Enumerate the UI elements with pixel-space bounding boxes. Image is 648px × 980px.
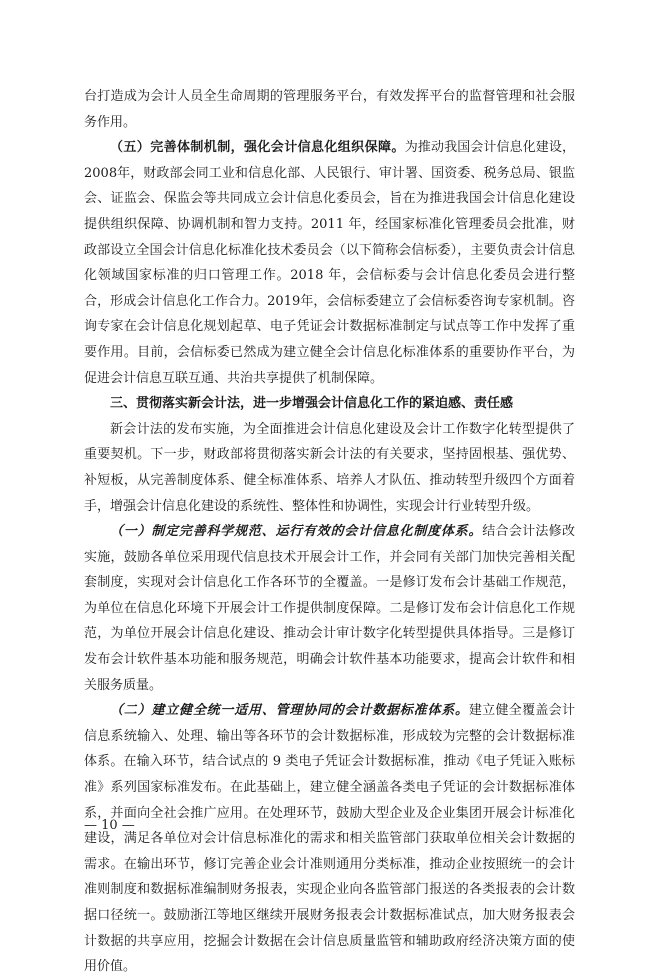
paragraph-text: 为推动我国会计信息化建设，2008年，财政部会同工业和信息化部、人民银行、审计署、国资委、税务总局、银监会、证监会、保监会等共同成立会计信息化委员会，旨在为推进我国会计信息化建设提供组织保障、协调机制和智力支持。2011 年，经国家标准化管理委员会批准，财政部设立全国会计信息化标准化技术委员会（以下简称会信标委），主要负责会计信息化领域国家标准的归口管理工作。2018 年，会信标委与会计信息化委员会进行整合，形成会计信息化工作合力。2019年，会信标委建立了会信标委咨询专家机制。咨询专家在会计信息化规划起草、电子凭证会计数据标准制定与试点等工作中发挥了重要作用。目前，会信标委已然成为建立健全会计信息化标准体系的重要协作平台，为促进会计信息互联互通、共治共享提供了机制保障。 bbox=[84, 140, 575, 386]
paragraph-continued bbox=[84, 84, 575, 135]
paragraph-text: 新会计法的发布实施，为全面推进会计信息化建设及会计工作数字化转型提供了重要契机。下一步，财政部将贯彻落实新会计法的有关要求，坚持固根基、强优势、补短板，从完善制度体系、健全标准体系、培养人才队伍、推动转型升级四个方面着手，增强会计信息化建设的系统性、整体性和协调性，实现会计行业转型升级。 bbox=[84, 421, 575, 514]
paragraph-intro bbox=[84, 417, 575, 519]
paragraph-text: 台打造成为会计人员全生命周期的管理服务平台，有效发挥平台的监督管理和社会服务作用。 bbox=[84, 89, 575, 130]
document-body bbox=[84, 84, 575, 980]
paragraph-text: 建立健全覆盖会计信息系统输入、处理、输出等各环节的会计数据标准，形成较为完整的会计数据标准体系。在输入环节，结合试点的 9 类电子凭证会计数据标准，推动《电子凭证入账标准》系列国家标准发布。在此基础上，建立健全涵盖各类电子凭证的会计数据标准体系，并面向全社会推广应用。在处理环节，鼓励大型企业及企业集团开展会计标准化建设，满足各单位对会计信息标准化的需求和相关监管部门获取单位相关会计数据的需求。在输出环节，修订完善企业会计准则通用分类标准，推动企业按照统一的会计准则制度和数据标准编制财务报表，实现企业向各监管部门报送的各类报表的会计数据口径统一。鼓励浙江等地区继续开展财务报表会计数据标准试点，加大财务报表会计数据的共享应用，挖掘会计数据在会计信息质量监管和辅助政府经济决策方面的使用价值。 bbox=[84, 703, 575, 975]
paragraph-heading: （二）建立健全统一适用、管理协同的会计数据标准体系。 bbox=[110, 703, 469, 719]
section-heading: 三、贯彻落实新会计法，进一步增强会计信息化工作的紧迫感、责任感 bbox=[110, 396, 514, 412]
page-number: — 10 — bbox=[84, 818, 135, 833]
paragraph-text: 结合会计法修改实施，鼓励各单位采用现代信息技术开展会计工作，并会同有关部门加快完善相关配套制度，实现对会计信息化工作各环节的全覆盖。一是修订发布会计基础工作规范，为单位在信息化环境下开展会计工作提供制度保障。二是修订发布会计信息化工作规范，为单位开展会计信息化建设、推动会计审计数字化转型提供具体指导。三是修订发布会计软件基本功能和服务规范，明确会计软件基本功能要求，提高会计软件和相关服务质量。 bbox=[84, 524, 575, 693]
paragraph-item-five bbox=[84, 135, 575, 391]
paragraph-heading: （一）制定完善科学规范、运行有效的会计信息化制度体系。 bbox=[110, 524, 483, 540]
paragraph-heading: （五）完善体制机制，强化会计信息化组织保障。 bbox=[110, 140, 405, 156]
paragraph-item-two bbox=[84, 698, 575, 980]
paragraph-item-one bbox=[84, 519, 575, 698]
